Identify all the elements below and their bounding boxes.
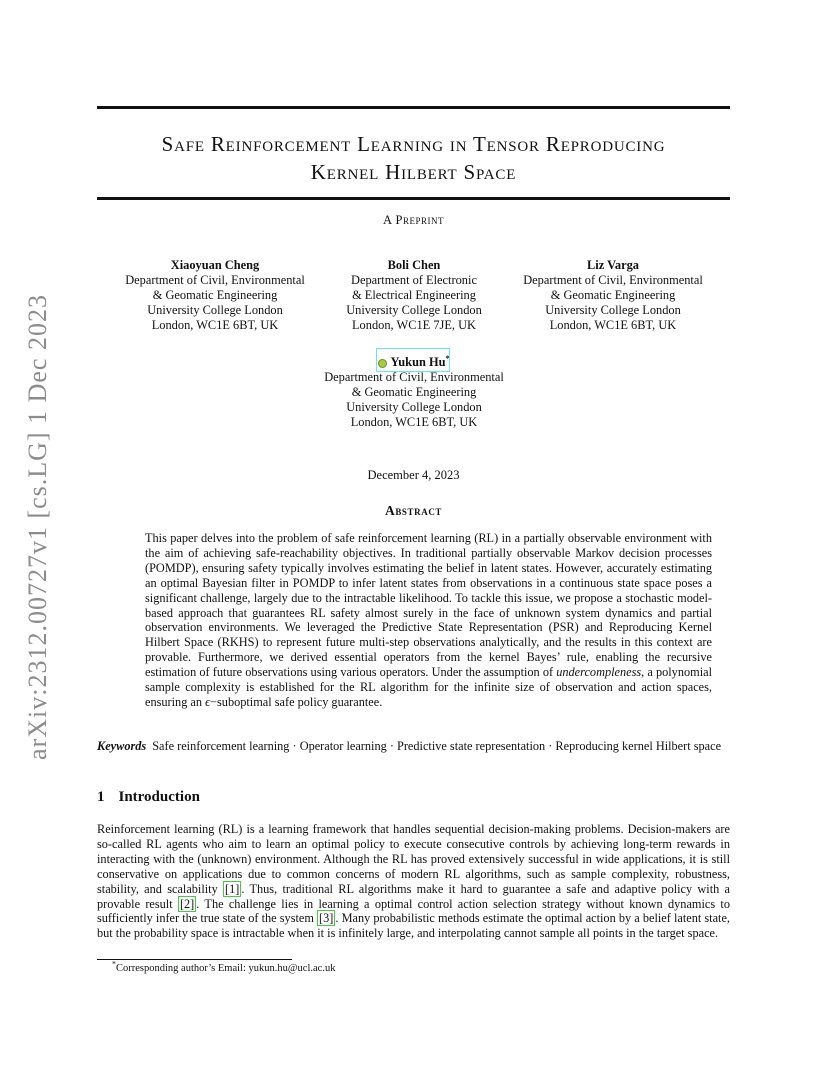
author-name: Xiaoyuan Cheng (170, 258, 260, 272)
title-line-1: Safe Reinforcement Learning in Tensor Reproducing (161, 132, 666, 156)
title-line-2: Kernel Hilbert Space (310, 160, 517, 184)
intro-segment: Reinforcement learning (RL) is a learning framework that handles sequential decision-making problems. Decision-makers are so-called RL agents who aim to learn an optimal policy to execute consecutive controls by achieving long-term rewards in interacting with the (unknown) environment. Although the RL has proved extensively successful in wide applications, it is still conservative on applications due to common concerns of modern RL algorithms, such as sample complexity, robustness, stability, and scalability (97, 822, 730, 896)
author-block (309, 258, 519, 333)
intro-segment: . The challenge lies in learning a optimal control action selection strategy without known dynamics to sufficiently infer the true state of the system (97, 896, 730, 926)
author-address: London, WC1E 6BT, UK (549, 318, 677, 332)
author-name-line (309, 355, 519, 370)
intro-paragraph (97, 822, 730, 941)
author-name[interactable]: Yukun Hu (390, 355, 446, 369)
citation-link[interactable]: [3] (319, 911, 334, 926)
section-number: 1 (97, 789, 105, 805)
author-institution: University College London (346, 303, 482, 317)
author-address: London, WC1E 6BT, UK (151, 318, 279, 332)
author-address: London, WC1E 6BT, UK (350, 415, 478, 429)
orcid-icon[interactable] (378, 359, 387, 368)
author-block (508, 258, 718, 333)
citation-link[interactable]: [2] (179, 896, 195, 911)
author-dept: & Geomatic Engineering (550, 288, 676, 302)
abstract-heading: Abstract (384, 503, 443, 518)
abstract-text (145, 531, 712, 710)
author-dept: Department of Electronic (351, 273, 477, 287)
keywords-line (97, 739, 730, 754)
abstract-epsilon: ϵ (205, 694, 211, 709)
author-block (110, 258, 320, 333)
author-name: Liz Varga (587, 258, 639, 272)
author-institution: University College London (147, 303, 283, 317)
author-dept: & Electrical Engineering (352, 288, 476, 302)
title-top-rule (97, 106, 730, 109)
arxiv-id-text: arXiv:2312.00727v1 [cs.LG] 1 Dec 2023 (23, 294, 52, 760)
author-dept: & Geomatic Engineering (351, 385, 477, 399)
author-name: Boli Chen (387, 258, 441, 272)
intro-segment: . Thus, traditional RL algorithms make it hard to guarantee a safe and adaptive policy with a provable result (97, 881, 731, 911)
footnote (112, 959, 336, 974)
author-block-corresponding (309, 355, 519, 430)
title-bottom-rule (97, 197, 730, 200)
author-dept: & Geomatic Engineering (152, 288, 278, 302)
footnote-mark: * (112, 959, 116, 969)
footnote-rule (97, 959, 292, 960)
intro-segment: . Many probabilistic methods estimate the optimal action by a belief latent state, but the probability space is intractable when it is infinitely large, and interpolating cannot sample all points in the target space. (97, 911, 730, 941)
author-institution: University College London (346, 400, 482, 414)
paper-title (97, 130, 730, 186)
author-address: London, WC1E 7JE, UK (351, 318, 476, 332)
section-title: Introduction (118, 789, 200, 805)
author-dept: Department of Civil, Environmental (324, 370, 504, 384)
author-institution: University College London (545, 303, 681, 317)
paper-date: December 4, 2023 (367, 468, 460, 482)
author-dept: Department of Civil, Environmental (125, 273, 305, 287)
footnote-text: Corresponding author’s Email: yukun.hu@ucl.ac.uk (116, 963, 336, 974)
citation-link[interactable]: [1] (225, 881, 240, 896)
keywords-label: Keywords (97, 739, 147, 753)
abstract-segment: This paper delves into the problem of safe reinforcement learning (RL) in a partially observable environment with the aim of achieving safe-reachability objectives. In traditional partially observable Markov decision processes (POMDP), ensuring safety typically involves estimating the belief in latent states. However, accurately estimating an optimal Bayesian filter in POMDP to infer latent states from observations in a continuous state space poses a significant challenge, largely due to the intractable likelihood. To tackle this issue, we propose a stochastic model-based approach that guarantees RL safety almost surely in the face of unknown system dynamics and partial observation environments. We leveraged the Predictive State Representation (PSR) and Reproducing Kernel Hilbert Space (RKHS) to represent future multi-step observations analytically, and the results in this context are provable. Furthermore, we derived essential operators from the kernel Bayes’ rule, enabling the recursive estimation of future observations using various operators. Under the assumption of (145, 531, 712, 680)
keywords-text: Safe reinforcement learning · Operator learning · Predictive state representation · Reproducing kernel Hilbert space (152, 739, 722, 753)
author-dept: Department of Civil, Environmental (523, 273, 703, 287)
section-heading (97, 789, 200, 806)
abstract-segment: , a polynomial sample complexity is established for the RL algorithm for the infinite size of observation and action spaces, ensuring an (145, 665, 712, 709)
preprint-label: A Preprint (383, 213, 444, 227)
abstract-segment: −suboptimal safe policy guarantee. (210, 694, 383, 709)
footnote-marker: * (445, 353, 450, 363)
abstract-italic-term: undercompleness (556, 665, 642, 680)
